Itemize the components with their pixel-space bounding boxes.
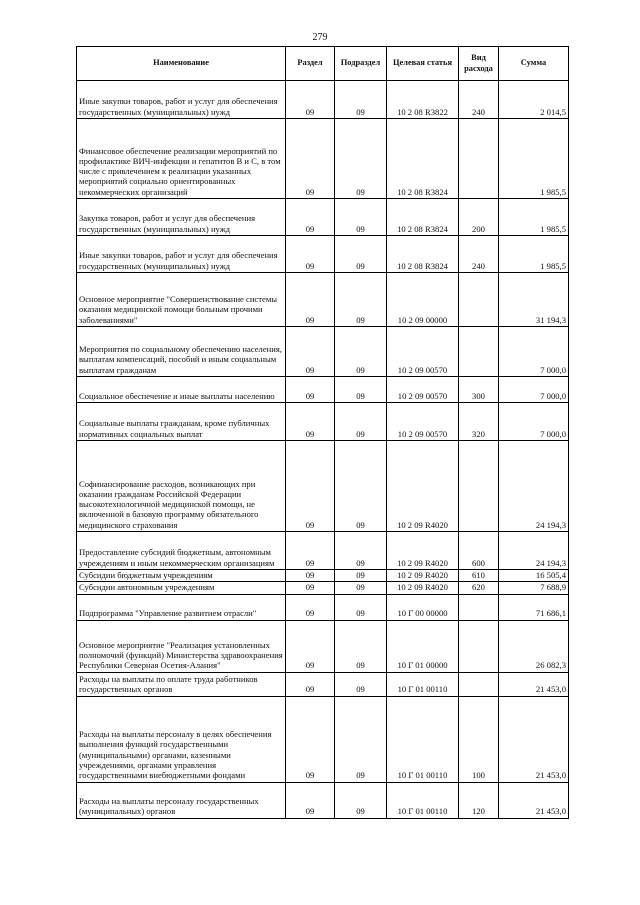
cell-type xyxy=(459,594,499,620)
cell-target: 10 2 09 R4020 xyxy=(387,582,459,594)
table-row xyxy=(77,119,569,199)
cell-sum: 24 194,3 xyxy=(499,532,569,570)
cell-type: 120 xyxy=(459,782,499,818)
table-row xyxy=(77,620,569,672)
cell-subsection: 09 xyxy=(335,236,387,273)
cell-section: 09 xyxy=(286,582,335,594)
cell-sum: 7 000,0 xyxy=(499,403,569,441)
cell-subsection: 09 xyxy=(335,403,387,441)
header-type: Вид расхода xyxy=(459,47,499,81)
cell-name: Социальные выплаты гражданам, кроме публичных нормативных социальных выплат xyxy=(77,403,286,441)
cell-sum: 7 000,0 xyxy=(499,327,569,377)
cell-section: 09 xyxy=(286,570,335,582)
cell-section: 09 xyxy=(286,81,335,119)
cell-subsection: 09 xyxy=(335,441,387,532)
cell-sum: 31 194,3 xyxy=(499,273,569,327)
header-subsection: Подраздел xyxy=(335,47,387,81)
cell-target: 10 Г 01 00110 xyxy=(387,782,459,818)
cell-name: Иные закупки товаров, работ и услуг для обеспечения государственных (муниципальных) нужд xyxy=(77,81,286,119)
cell-section: 09 xyxy=(286,532,335,570)
table-row xyxy=(77,570,569,582)
cell-section: 09 xyxy=(286,377,335,403)
cell-section: 09 xyxy=(286,236,335,273)
cell-target: 10 2 08 R3824 xyxy=(387,119,459,199)
cell-type xyxy=(459,620,499,672)
cell-section: 09 xyxy=(286,696,335,782)
table-row xyxy=(77,236,569,273)
table-row xyxy=(77,532,569,570)
cell-type xyxy=(459,441,499,532)
cell-target: 10 Г 01 00110 xyxy=(387,672,459,696)
cell-type: 240 xyxy=(459,81,499,119)
cell-section: 09 xyxy=(286,782,335,818)
cell-name: Социальное обеспечение и иные выплаты населению xyxy=(77,377,286,403)
cell-target: 10 Г 01 00110 xyxy=(387,696,459,782)
cell-subsection: 09 xyxy=(335,620,387,672)
table-row xyxy=(77,696,569,782)
cell-target: 10 2 08 R3822 xyxy=(387,81,459,119)
header-target: Целевая статья xyxy=(387,47,459,81)
cell-subsection: 09 xyxy=(335,377,387,403)
cell-name: Предоставление субсидий бюджетным, автономным учреждениям и иным некоммерческим организациям xyxy=(77,532,286,570)
cell-section: 09 xyxy=(286,441,335,532)
cell-target: 10 2 09 R4020 xyxy=(387,532,459,570)
cell-name: Расходы на выплаты персоналу в целях обеспечения выполнения функций государственными (муниципальными) органами, казенными учреждениями, органами управления государственными внебюджетными фондами xyxy=(77,696,286,782)
cell-section: 09 xyxy=(286,199,335,236)
cell-target: 10 2 09 R4020 xyxy=(387,441,459,532)
cell-type: 300 xyxy=(459,377,499,403)
cell-sum: 16 505,4 xyxy=(499,570,569,582)
cell-name: Мероприятия по социальному обеспечению населения, выплатам компенсаций, пособий и иным социальным выплатам гражданам xyxy=(77,327,286,377)
cell-section: 09 xyxy=(286,119,335,199)
cell-target: 10 2 08 R3824 xyxy=(387,236,459,273)
cell-target: 10 2 09 00000 xyxy=(387,273,459,327)
table-row xyxy=(77,327,569,377)
cell-sum: 7 000,0 xyxy=(499,377,569,403)
table-row xyxy=(77,377,569,403)
cell-type: 240 xyxy=(459,236,499,273)
table-row xyxy=(77,441,569,532)
cell-target: 10 2 09 00570 xyxy=(387,403,459,441)
cell-name: Софинансирование расходов, возникающих при оказании гражданам Российской Федерации высокотехнологичной медицинской помощи, не включенной в базовую программу обязательного медицинского страхования xyxy=(77,441,286,532)
cell-section: 09 xyxy=(286,620,335,672)
cell-name: Подпрограмма "Управление развитием отрасли" xyxy=(77,594,286,620)
cell-section: 09 xyxy=(286,672,335,696)
cell-target: 10 Г 00 00000 xyxy=(387,594,459,620)
table-row xyxy=(77,81,569,119)
cell-name: Основное мероприятие "Совершенствование системы оказания медицинской помощи больным прочими заболеваниями" xyxy=(77,273,286,327)
cell-sum: 2 014,5 xyxy=(499,81,569,119)
cell-subsection: 09 xyxy=(335,81,387,119)
cell-subsection: 09 xyxy=(335,696,387,782)
cell-subsection: 09 xyxy=(335,582,387,594)
cell-name: Расходы на выплаты по оплате труда работников государственных органов xyxy=(77,672,286,696)
cell-name: Расходы на выплаты персоналу государственных (муниципальных) органов xyxy=(77,782,286,818)
table-row xyxy=(77,582,569,594)
cell-type xyxy=(459,672,499,696)
table-row xyxy=(77,594,569,620)
table-header-row xyxy=(77,47,569,81)
cell-sum: 21 453,0 xyxy=(499,782,569,818)
cell-sum: 1 985,5 xyxy=(499,236,569,273)
cell-sum: 26 082,3 xyxy=(499,620,569,672)
cell-target: 10 2 09 00570 xyxy=(387,377,459,403)
cell-subsection: 09 xyxy=(335,273,387,327)
cell-section: 09 xyxy=(286,327,335,377)
cell-name: Закупка товаров, работ и услуг для обеспечения государственных (муниципальных) нужд xyxy=(77,199,286,236)
table-row xyxy=(77,199,569,236)
cell-sum: 71 686,1 xyxy=(499,594,569,620)
cell-type xyxy=(459,273,499,327)
header-section: Раздел xyxy=(286,47,335,81)
cell-type: 200 xyxy=(459,199,499,236)
cell-sum: 1 985,5 xyxy=(499,119,569,199)
table-row xyxy=(77,403,569,441)
cell-subsection: 09 xyxy=(335,532,387,570)
cell-name: Основное мероприятие "Реализация установленных полномочий (функций) Министерства здравоохранения Республики Северная Осетия-Алания" xyxy=(77,620,286,672)
table-row xyxy=(77,782,569,818)
cell-type: 320 xyxy=(459,403,499,441)
cell-type: 600 xyxy=(459,532,499,570)
cell-sum: 24 194,3 xyxy=(499,441,569,532)
cell-type: 620 xyxy=(459,582,499,594)
cell-subsection: 09 xyxy=(335,199,387,236)
cell-subsection: 09 xyxy=(335,327,387,377)
cell-subsection: 09 xyxy=(335,594,387,620)
table-row xyxy=(77,672,569,696)
cell-section: 09 xyxy=(286,403,335,441)
cell-subsection: 09 xyxy=(335,782,387,818)
page-number: 279 xyxy=(312,32,328,43)
cell-target: 10 2 08 R3824 xyxy=(387,199,459,236)
cell-name: Иные закупки товаров, работ и услуг для обеспечения государственных (муниципальных) нужд xyxy=(77,236,286,273)
cell-sum: 7 688,9 xyxy=(499,582,569,594)
cell-target: 10 2 09 R4020 xyxy=(387,570,459,582)
header-sum: Сумма xyxy=(499,47,569,81)
cell-target: 10 Г 01 00000 xyxy=(387,620,459,672)
cell-sum: 1 985,5 xyxy=(499,199,569,236)
cell-name: Субсидии автономным учреждениям xyxy=(77,582,286,594)
cell-type xyxy=(459,119,499,199)
cell-sum: 21 453,0 xyxy=(499,672,569,696)
cell-subsection: 09 xyxy=(335,570,387,582)
budget-table xyxy=(76,46,569,819)
cell-subsection: 09 xyxy=(335,119,387,199)
table-row xyxy=(77,273,569,327)
cell-subsection: 09 xyxy=(335,672,387,696)
cell-type: 100 xyxy=(459,696,499,782)
cell-name: Финансовое обеспечение реализации мероприятий по профилактике ВИЧ-инфекции и гепатитов В и С, в том числе с привлечением к реализации указанных мероприятий социально ориентированных некоммерческих организаций xyxy=(77,119,286,199)
cell-sum: 21 453,0 xyxy=(499,696,569,782)
header-name: Наименование xyxy=(77,47,286,81)
cell-section: 09 xyxy=(286,594,335,620)
cell-section: 09 xyxy=(286,273,335,327)
cell-name: Субсидии бюджетным учреждениям xyxy=(77,570,286,582)
cell-type xyxy=(459,327,499,377)
cell-target: 10 2 09 00570 xyxy=(387,327,459,377)
cell-type: 610 xyxy=(459,570,499,582)
